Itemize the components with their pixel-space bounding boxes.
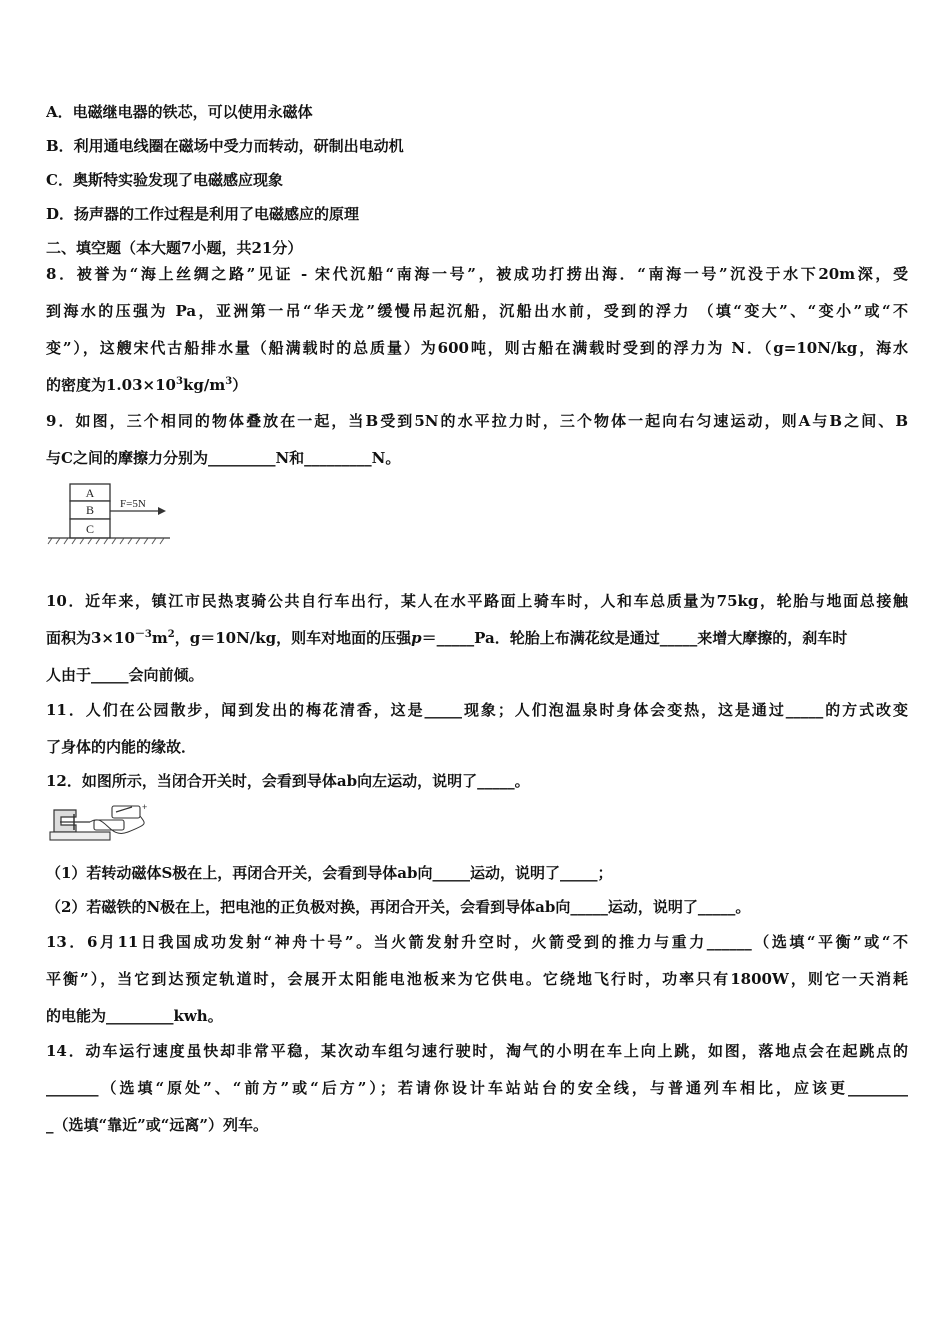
question-12-part-1: （1）若转动磁体S极在上，再闭合开关，会看到导体ab向_____运动，说明了_____； xyxy=(46,864,613,882)
area-unit: m xyxy=(151,629,168,647)
option-b: B．利用通电线圈在磁场中受力而转动，研制出电动机 xyxy=(46,137,404,155)
option-a: A．电磁继电器的铁芯，可以使用永磁体 xyxy=(46,103,313,121)
option-c: C．奥斯特实验发现了电磁感应现象 xyxy=(46,171,283,189)
question-11-line-1: 11．人们在公园散步，闻到发出的梅花清香，这是_____现象；人们泡温泉时身体会变热，这是通过_____的方式改变 xyxy=(46,701,908,719)
ground-hatching xyxy=(48,538,164,544)
option-d: D．扬声器的工作过程是利用了电磁感应的原理 xyxy=(46,205,360,223)
motor-apparatus-figure xyxy=(46,800,154,848)
force-label: F=5N xyxy=(120,498,146,510)
question-14-line-1: 14．动车运行速度虽快却非常平稳，某次动车组匀速行驶时，淘气的小明在车上向上跳，如图，落地点会在起跳点的 xyxy=(46,1042,908,1060)
area-rest: ，g＝10N/kg，则车对地面的压强 xyxy=(174,629,412,647)
question-9-line-1: 9．如图，三个相同的物体叠放在一起，当B受到5N的水平拉力时，三个物体一起向右匀速运动，则A与B之间、B xyxy=(46,412,908,430)
section-heading: 二、填空题（本大题7小题，共21分） xyxy=(46,239,303,257)
question-12-part-2: （2）若磁铁的N极在上，把电池的正负极对换，再闭合开关，会看到导体ab向_____运动，说明了_____。 xyxy=(46,898,751,916)
question-11-line-2: 了身体的内能的缘故． xyxy=(46,738,197,756)
density-unit: kg/m xyxy=(182,376,226,394)
area-exponent: －3 xyxy=(134,629,152,640)
question-9-line-2: 与C之间的摩擦力分别为_________N和_________N。 xyxy=(46,449,401,467)
pressure-symbol: p xyxy=(411,629,422,647)
question-8-line-1: 8．被誉为“海上丝绸之路”见证 - 宋代沉船“南海一号”，被成功打捞出海．“南海一号”沉没于水下20m深，受 xyxy=(46,265,908,283)
question-10-line-3: 人由于_____会向前倾。 xyxy=(46,666,204,684)
question-14-line-2: _______（选填“原处”、“前方”或“后方”）；若请你设计车站站台的安全线，与普通列车相比，应该更________ xyxy=(46,1079,908,1097)
block-c-label: C xyxy=(85,522,95,536)
block-a-label: A xyxy=(85,486,95,500)
question-10-line-1: 10．近年来，镇江市民热衷骑公共自行车出行，某人在水平路面上骑车时，人和车总质量为75kg，轮胎与地面总接触 xyxy=(46,592,908,610)
plus-terminal-icon: + xyxy=(142,802,148,812)
question-14-line-3: _（选填“靠近”或“远离”）列车。 xyxy=(46,1116,269,1134)
area-rest-2: ＝_____Pa．轮胎上布满花纹是通过_____来增大摩擦的，刹车时 xyxy=(421,629,848,647)
area-unit-exponent: 2 xyxy=(167,629,175,640)
battery xyxy=(94,820,124,830)
question-8-line-4 xyxy=(46,375,908,395)
area-text: 面积为3×10 xyxy=(46,629,135,647)
density-close: ） xyxy=(232,376,248,394)
density-text: 的密度为1.03×10 xyxy=(46,376,176,394)
density-exponent: 3 xyxy=(175,376,183,387)
question-8-line-3: 变”），这艘宋代古船排水量（船满载时的总质量）为600吨，则古船在满载时受到的浮力为 N．（g=10N/kg，海水 xyxy=(46,339,908,357)
horseshoe-magnet xyxy=(54,810,76,832)
question-8-line-2: 到海水的压强为 Pa，亚洲第一吊“华天龙”缓慢吊起沉船，沉船出水前，受到的浮力 （填“变大”、“变小”或“不 xyxy=(46,302,908,320)
arrow-head-icon xyxy=(158,507,166,515)
density-unit-exponent: 3 xyxy=(225,376,233,387)
base-board xyxy=(50,832,110,840)
stacked-blocks-figure xyxy=(46,478,172,550)
question-13-line-1: 13．6月11日我国成功发射“神舟十号”。当火箭发射升空时，火箭受到的推力与重力______（选填“平衡”或“不 xyxy=(46,933,908,951)
question-13-line-3: 的电能为_________kwh。 xyxy=(46,1007,223,1025)
question-10-line-2 xyxy=(46,628,908,648)
question-12-line-1: 12．如图所示，当闭合开关时，会看到导体ab向左运动，说明了_____。 xyxy=(46,772,530,790)
block-b-label: B xyxy=(85,503,95,517)
question-13-line-2: 平衡”），当它到达预定轨道时，会展开太阳能电池板来为它供电。它绕地飞行时，功率只有1800W，则它一天消耗 xyxy=(46,970,908,988)
